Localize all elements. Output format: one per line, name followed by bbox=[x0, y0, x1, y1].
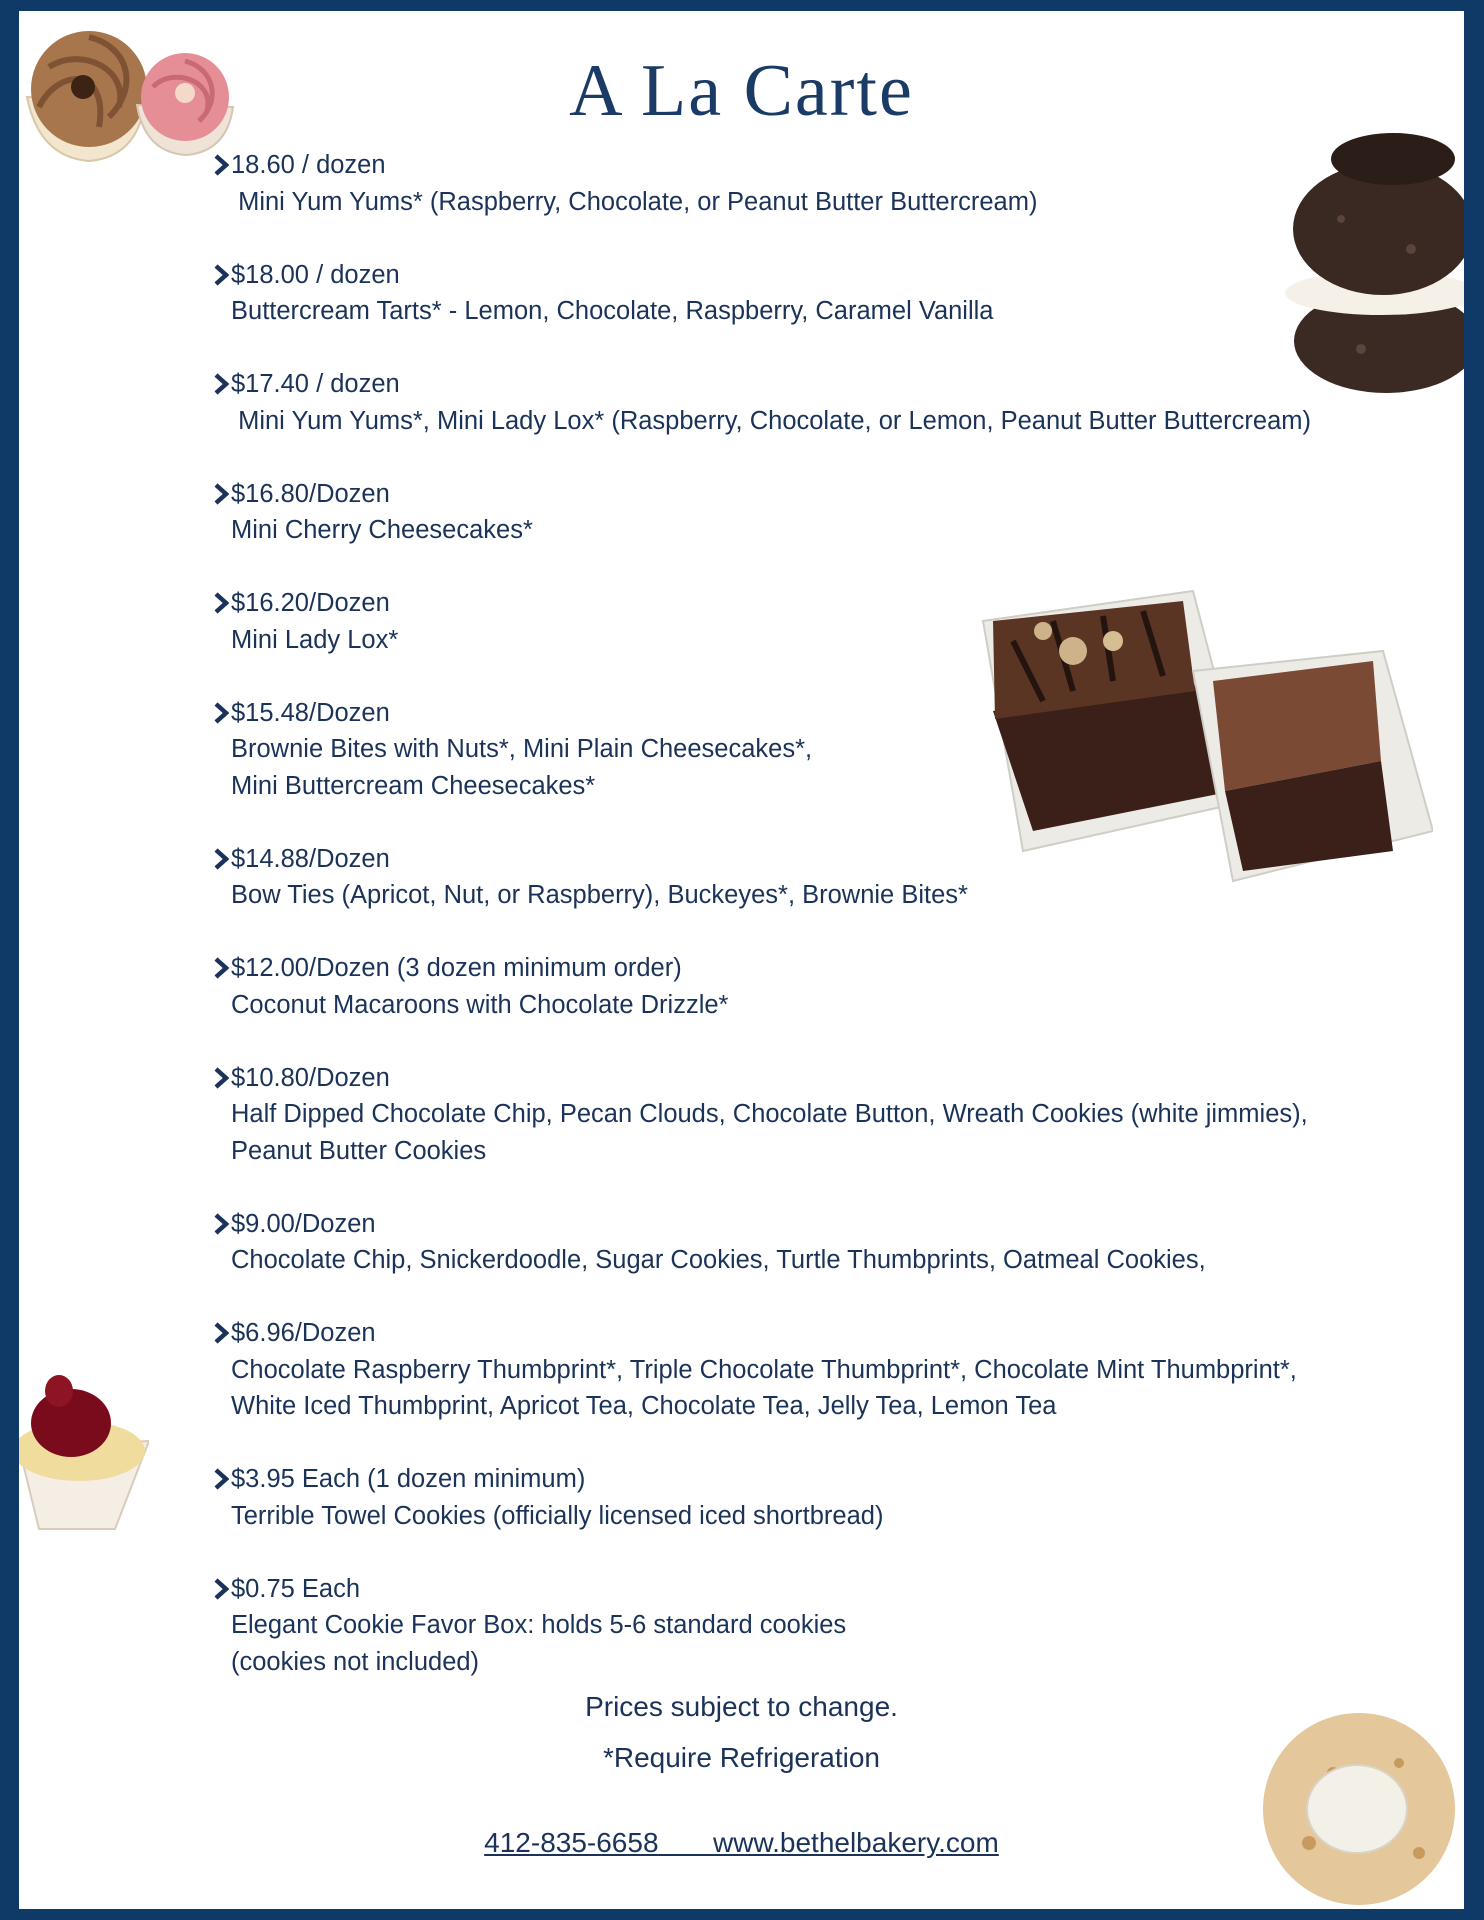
price-tier bbox=[214, 695, 1414, 805]
price-label: $0.75 Each bbox=[231, 1574, 361, 1603]
price-tier bbox=[214, 1461, 1414, 1534]
price-label: $12.00/Dozen (3 dozen minimum order) bbox=[231, 954, 682, 982]
price-line bbox=[214, 1315, 1414, 1352]
contact-spacer bbox=[659, 1827, 713, 1858]
price-label: $3.95 Each (1 dozen minimum) bbox=[231, 1465, 586, 1493]
item-description: Chocolate Chip, Snickerdoodle, Sugar Cookies, Turtle Thumbprints, Oatmeal Cookies, bbox=[231, 1246, 1206, 1274]
item-description: Mini Yum Yums*, Mini Lady Lox* (Raspberry, Chocolate, or Lemon, Peanut Butter Buttercream) bbox=[231, 406, 1312, 435]
price-line bbox=[214, 366, 1414, 403]
item-description: Peanut Butter Cookies bbox=[231, 1136, 487, 1165]
item-description: Coconut Macaroons with Chocolate Drizzle* bbox=[231, 990, 729, 1019]
price-tier bbox=[214, 950, 1414, 1023]
item-description: Chocolate Raspberry Thumbprint*, Triple Chocolate Thumbprint*, Chocolate Mint Thumbprint*, bbox=[231, 1355, 1297, 1384]
refrigeration-note bbox=[19, 1742, 1464, 1774]
price-line bbox=[214, 1060, 1414, 1097]
price-label: $16.20/Dozen bbox=[231, 589, 390, 617]
price-line bbox=[214, 476, 1414, 513]
price-tier bbox=[214, 476, 1414, 549]
chevron-right-icon bbox=[214, 1067, 229, 1089]
price-label: $9.00/Dozen bbox=[231, 1209, 376, 1238]
item-description: Mini Lady Lox* bbox=[231, 625, 399, 654]
price-change-note-text: Prices subject to change. bbox=[585, 1691, 898, 1722]
phone-link[interactable]: 412-835-6658 bbox=[484, 1827, 659, 1858]
iced-thumbprint-cookie-image bbox=[1249, 1703, 1464, 1909]
price-tier bbox=[214, 366, 1414, 439]
price-tier bbox=[214, 1206, 1414, 1279]
price-label: $6.96/Dozen bbox=[231, 1319, 376, 1347]
item-description: White Iced Thumbprint, Apricot Tea, Chocolate Tea, Jelly Tea, Lemon Tea bbox=[231, 1392, 1057, 1420]
price-label: $15.48/Dozen bbox=[231, 698, 390, 727]
chevron-right-icon bbox=[214, 957, 229, 979]
chevron-right-icon bbox=[214, 1322, 229, 1344]
menu-page bbox=[19, 11, 1464, 1909]
page-title: A La Carte bbox=[569, 50, 914, 132]
contact-line bbox=[19, 1827, 1464, 1859]
item-description: Mini Buttercream Cheesecakes* bbox=[231, 771, 596, 800]
price-label: 18.60 / dozen bbox=[231, 151, 386, 179]
item-description: (cookies not included) bbox=[231, 1647, 480, 1676]
price-line bbox=[214, 695, 1414, 732]
price-tier bbox=[214, 585, 1414, 658]
price-line bbox=[214, 257, 1414, 294]
price-line bbox=[214, 1206, 1414, 1243]
price-line bbox=[214, 950, 1414, 987]
price-tier bbox=[214, 257, 1414, 330]
item-description: Brownie Bites with Nuts*, Mini Plain Cheesecakes*, bbox=[231, 735, 813, 763]
item-description: Elegant Cookie Favor Box: holds 5-6 standard cookies bbox=[231, 1611, 847, 1639]
price-change-note bbox=[19, 1691, 1464, 1723]
price-tier bbox=[214, 1571, 1414, 1681]
price-line bbox=[214, 1461, 1414, 1498]
price-line bbox=[214, 841, 1414, 878]
chevron-right-icon bbox=[214, 264, 229, 286]
price-label: $14.88/Dozen bbox=[231, 844, 390, 873]
price-label: $16.80/Dozen bbox=[231, 479, 390, 508]
chevron-right-icon bbox=[214, 373, 229, 395]
price-line bbox=[214, 1571, 1414, 1608]
website-link[interactable]: www.bethelbakery.com bbox=[713, 1827, 999, 1858]
refrigeration-note-text: *Require Refrigeration bbox=[602, 1742, 881, 1773]
item-description: Half Dipped Chocolate Chip, Pecan Clouds, Chocolate Button, Wreath Cookies (white jimmies), bbox=[231, 1100, 1308, 1128]
cherry-cheesecake-image bbox=[19, 1351, 149, 1541]
chevron-right-icon bbox=[214, 1468, 229, 1490]
chevron-right-icon bbox=[214, 848, 229, 870]
chevron-right-icon bbox=[214, 1578, 229, 1600]
price-line bbox=[214, 147, 1414, 184]
price-tier bbox=[214, 841, 1414, 914]
item-description: Mini Yum Yums* (Raspberry, Chocolate, or Peanut Butter Buttercream) bbox=[231, 187, 1038, 216]
price-tier bbox=[214, 1315, 1414, 1425]
item-description: Mini Cherry Cheesecakes* bbox=[231, 516, 533, 544]
price-label: $17.40 / dozen bbox=[231, 370, 400, 398]
chevron-right-icon bbox=[214, 483, 229, 505]
item-description: Buttercream Tarts* - Lemon, Chocolate, Raspberry, Caramel Vanilla bbox=[231, 297, 994, 325]
price-line bbox=[214, 585, 1414, 622]
price-tier bbox=[214, 1060, 1414, 1170]
price-label: $10.80/Dozen bbox=[231, 1063, 390, 1092]
chevron-right-icon bbox=[214, 154, 229, 176]
price-tier bbox=[214, 147, 1414, 220]
item-description: Terrible Towel Cookies (officially licensed iced shortbread) bbox=[231, 1501, 884, 1530]
chevron-right-icon bbox=[214, 1213, 229, 1235]
chevron-right-icon bbox=[214, 592, 229, 614]
price-label: $18.00 / dozen bbox=[231, 260, 400, 289]
chevron-right-icon bbox=[214, 702, 229, 724]
item-description: Bow Ties (Apricot, Nut, or Raspberry), Buckeyes*, Brownie Bites* bbox=[231, 881, 968, 909]
price-list bbox=[214, 147, 1414, 1717]
